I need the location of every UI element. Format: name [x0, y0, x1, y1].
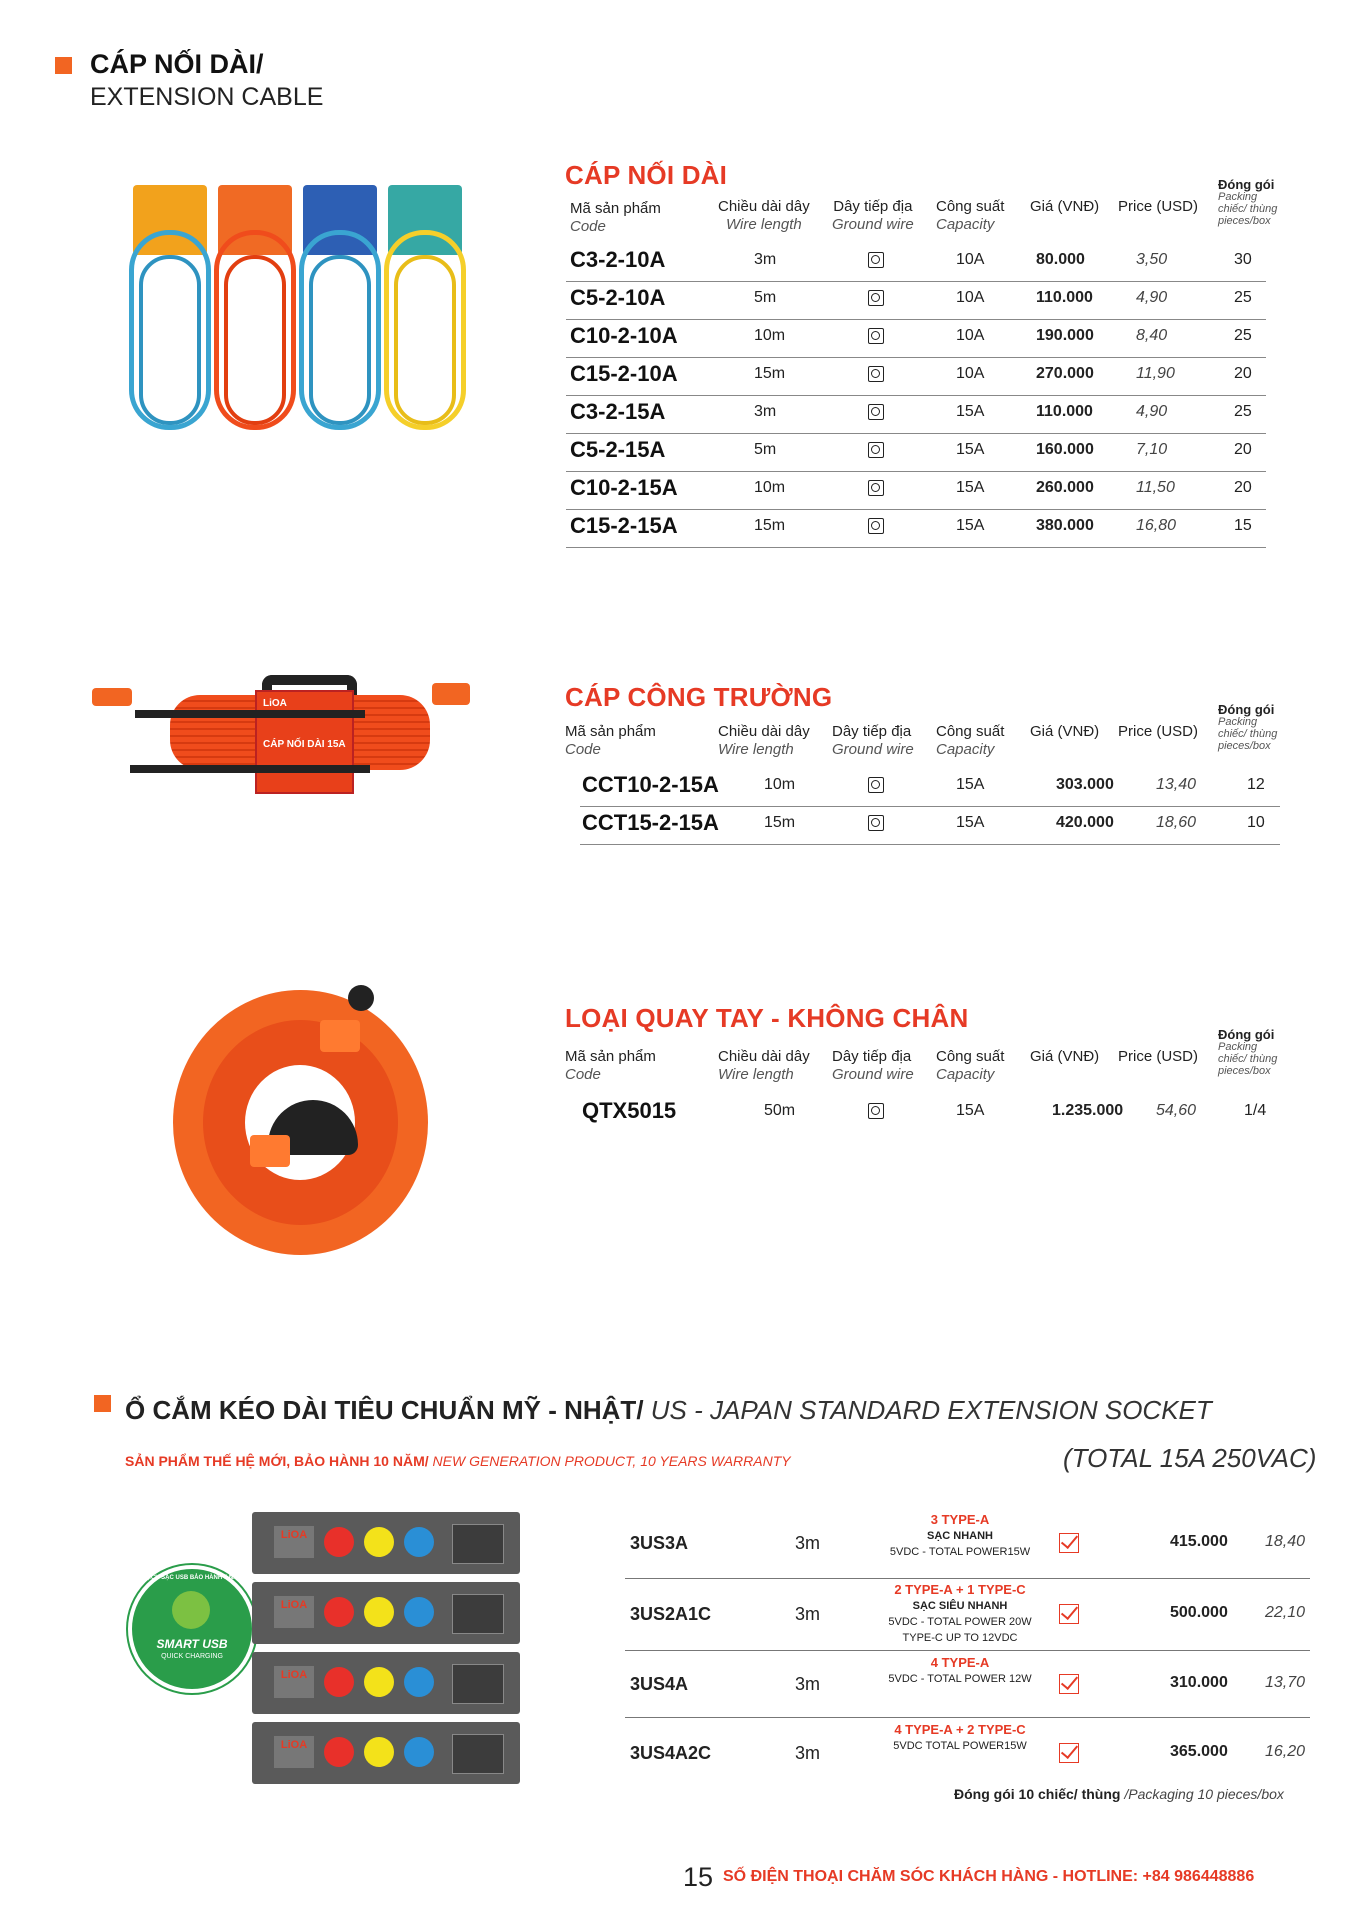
ground-wire-icon: [868, 1103, 884, 1119]
capacity: 10A: [956, 289, 985, 306]
socket-strip: [252, 1512, 520, 1574]
checkbox-icon: [1059, 1533, 1079, 1553]
capacity: 10A: [956, 327, 985, 344]
ground-wire-icon: [868, 404, 884, 420]
price-usd: 22,10: [1265, 1604, 1306, 1621]
table-row: [566, 433, 1266, 472]
table-row: [625, 1651, 1310, 1718]
capacity: 15A: [956, 479, 985, 496]
packing: 30: [1234, 251, 1252, 268]
price-vnd: 270.000: [1036, 365, 1094, 382]
page-title: CÁP NỐI DÀI/: [90, 49, 264, 79]
price-usd: 7,10: [1136, 441, 1168, 458]
product-code: 3US4A: [630, 1674, 689, 1694]
capacity: 15A: [956, 776, 985, 793]
hotline-text: SỐ ĐIỆN THOẠI CHĂM SÓC KHÁCH HÀNG - HOTLINE: +84 986448886: [723, 1868, 1255, 1885]
table-row: [566, 319, 1266, 358]
us-subtitle: SẢN PHẨM THẾ HỆ MỚI, BẢO HÀNH 10 NĂM/ NEW GENERATION PRODUCT, 10 YEARS WARRANTY: [125, 1453, 791, 1469]
price-usd: 11,50: [1136, 479, 1175, 496]
price-vnd: 190.000: [1036, 327, 1094, 344]
socket-strip: [252, 1652, 520, 1714]
table-row: [625, 1578, 1310, 1651]
brand-logo: LiOA: [274, 1666, 314, 1698]
brand-logo: LiOA: [274, 1736, 314, 1768]
price-usd: 8,40: [1136, 327, 1168, 344]
product-code: C3-2-15A: [570, 399, 666, 424]
price-vnd: 303.000: [1056, 776, 1114, 793]
capacity: 10A: [956, 365, 985, 382]
brand-logo: LiOA: [274, 1596, 314, 1628]
product-label: CÁP NỐI DÀI 15A: [263, 739, 346, 750]
price-vnd: 110.000: [1036, 403, 1093, 420]
packing: 12: [1247, 776, 1265, 793]
product-code: C5-2-15A: [570, 437, 666, 462]
product-code: C15-2-10A: [570, 361, 678, 386]
smart-usb-badge-icon: SMART USB QUICK CHARGING MẠCH SẠC USB BẢO HÀNH 5 NĂM: [128, 1565, 256, 1693]
packing: 20: [1234, 441, 1252, 458]
packing: 25: [1234, 327, 1252, 344]
product-code: CCT15-2-15A: [582, 810, 719, 835]
table-row: [566, 471, 1266, 510]
price-vnd: 1.235.000: [1052, 1102, 1124, 1119]
table-row: [580, 768, 1280, 807]
price-vnd: 365.000: [1170, 1743, 1228, 1760]
ground-wire-icon: [868, 518, 884, 534]
product-code: C5-2-10A: [570, 285, 666, 310]
packing: 25: [1234, 289, 1252, 306]
section-title-cable: CÁP NỐI DÀI: [565, 160, 728, 190]
us-section-title: Ổ CẮM KÉO DÀI TIÊU CHUẨN MỸ - NHẬT/ US - JAPAN STANDARD EXTENSION SOCKET: [125, 1395, 1212, 1425]
price-usd: 54,60: [1156, 1102, 1197, 1119]
price-usd: 18,40: [1265, 1533, 1306, 1550]
price-vnd: 500.000: [1170, 1604, 1228, 1621]
usb-spec: 4 TYPE-A 5VDC - TOTAL POWER 12W: [888, 1655, 1032, 1685]
wire-length: 3m: [795, 1743, 821, 1763]
capacity: 15A: [956, 1102, 985, 1119]
ground-wire-icon: [868, 480, 884, 496]
socket-strip: [252, 1722, 520, 1784]
usb-spec: 3 TYPE-A SẠC NHANH 5VDC - TOTAL POWER15W: [889, 1512, 1031, 1558]
table-row: [566, 509, 1266, 548]
ground-wire-icon: [868, 777, 884, 793]
price-usd: 4,90: [1136, 403, 1168, 420]
product-code: C10-2-15A: [570, 475, 678, 500]
checkbox-icon: [1059, 1743, 1079, 1763]
wire-length: 10m: [764, 776, 796, 793]
section-marker-icon: [94, 1395, 111, 1412]
price-usd: 16,20: [1265, 1743, 1306, 1760]
wire-length: 50m: [764, 1102, 796, 1119]
product-code: 3US3A: [630, 1533, 689, 1553]
total-rating: (TOTAL 15A 250VAC): [1063, 1443, 1317, 1473]
table-row: [566, 357, 1266, 396]
section-marker-icon: [55, 57, 72, 74]
price-vnd: 160.000: [1036, 441, 1094, 458]
checkbox-icon: [1059, 1604, 1079, 1624]
price-vnd: 380.000: [1036, 517, 1094, 534]
capacity: 15A: [956, 814, 985, 831]
page-subtitle: EXTENSION CABLE: [90, 83, 324, 111]
price-vnd: 420.000: [1056, 814, 1114, 831]
price-usd: 16,80: [1136, 517, 1177, 534]
packing: 15: [1234, 517, 1252, 534]
capacity: 15A: [956, 441, 985, 458]
wire-length: 3m: [795, 1674, 821, 1694]
checkbox-icon: [1059, 1674, 1079, 1694]
socket-strip: [252, 1582, 520, 1644]
packing: 20: [1234, 479, 1252, 496]
wire-length: 3m: [754, 403, 777, 420]
ground-wire-icon: [868, 328, 884, 344]
section-title-reel: LOẠI QUAY TAY - KHÔNG CHÂN: [565, 1003, 969, 1033]
usb-spec: 2 TYPE-A + 1 TYPE-C SẠC SIÊU NHANH 5VDC - TOTAL POWER 20W TYPE-C UP TO 12VDC: [888, 1582, 1032, 1644]
price-vnd: 260.000: [1036, 479, 1094, 496]
table-row: [566, 395, 1266, 434]
wire-length: 3m: [795, 1604, 821, 1624]
price-vnd: 80.000: [1036, 251, 1085, 268]
table-row: [580, 806, 1280, 845]
ground-wire-icon: [868, 290, 884, 306]
table-row: [566, 243, 1266, 282]
packing: 20: [1234, 365, 1252, 382]
price-vnd: 415.000: [1170, 1533, 1228, 1550]
capacity: 10A: [956, 251, 985, 268]
price-usd: 18,60: [1156, 814, 1197, 831]
wire-length: 10m: [754, 479, 786, 496]
capacity: 15A: [956, 517, 985, 534]
wire-length: 15m: [754, 365, 786, 382]
price-vnd: 310.000: [1170, 1674, 1228, 1691]
wire-length: 15m: [764, 814, 796, 831]
table-row: [580, 1094, 1280, 1132]
price-usd: 11,90: [1136, 365, 1175, 382]
ground-wire-icon: [868, 252, 884, 268]
table-row: [566, 281, 1266, 320]
product-code: CCT10-2-15A: [582, 772, 719, 797]
capacity: 15A: [956, 403, 985, 420]
packing-note: Đóng gói 10 chiếc/ thùng /Packaging 10 pieces/box: [954, 1786, 1284, 1802]
ground-wire-icon: [868, 815, 884, 831]
price-usd: 4,90: [1136, 289, 1168, 306]
price-usd: 13,40: [1156, 776, 1197, 793]
wire-length: 5m: [754, 289, 777, 306]
ground-wire-icon: [868, 366, 884, 382]
ground-wire-icon: [868, 442, 884, 458]
packing: 10: [1247, 814, 1265, 831]
brand-logo: LiOA: [274, 1526, 314, 1558]
usb-spec: 4 TYPE-A + 2 TYPE-C 5VDC TOTAL POWER15W: [893, 1722, 1027, 1752]
price-usd: 13,70: [1265, 1674, 1306, 1691]
wire-length: 3m: [754, 251, 777, 268]
price-vnd: 110.000: [1036, 289, 1093, 306]
table-row: [625, 1508, 1310, 1579]
product-code: C15-2-15A: [570, 513, 678, 538]
packing: 25: [1234, 403, 1252, 420]
price-usd: 3,50: [1136, 251, 1168, 268]
brand-logo: LiOA: [263, 698, 287, 709]
wire-length: 15m: [754, 517, 786, 534]
product-code: 3US4A2C: [630, 1743, 712, 1763]
product-code: C3-2-10A: [570, 247, 666, 272]
section-title-site: CÁP CÔNG TRƯỜNG: [565, 682, 833, 712]
product-code: 3US2A1C: [630, 1604, 712, 1624]
wire-length: 3m: [795, 1533, 821, 1553]
page-number: 15: [683, 1862, 714, 1892]
product-code: QTX5015: [582, 1098, 677, 1123]
product-code: C10-2-10A: [570, 323, 678, 348]
col-code-label: Mã sản phẩm: [570, 200, 661, 217]
wire-length: 10m: [754, 327, 786, 344]
table-row: [625, 1718, 1310, 1788]
wire-length: 5m: [754, 441, 777, 458]
packing: 1/4: [1244, 1102, 1267, 1119]
